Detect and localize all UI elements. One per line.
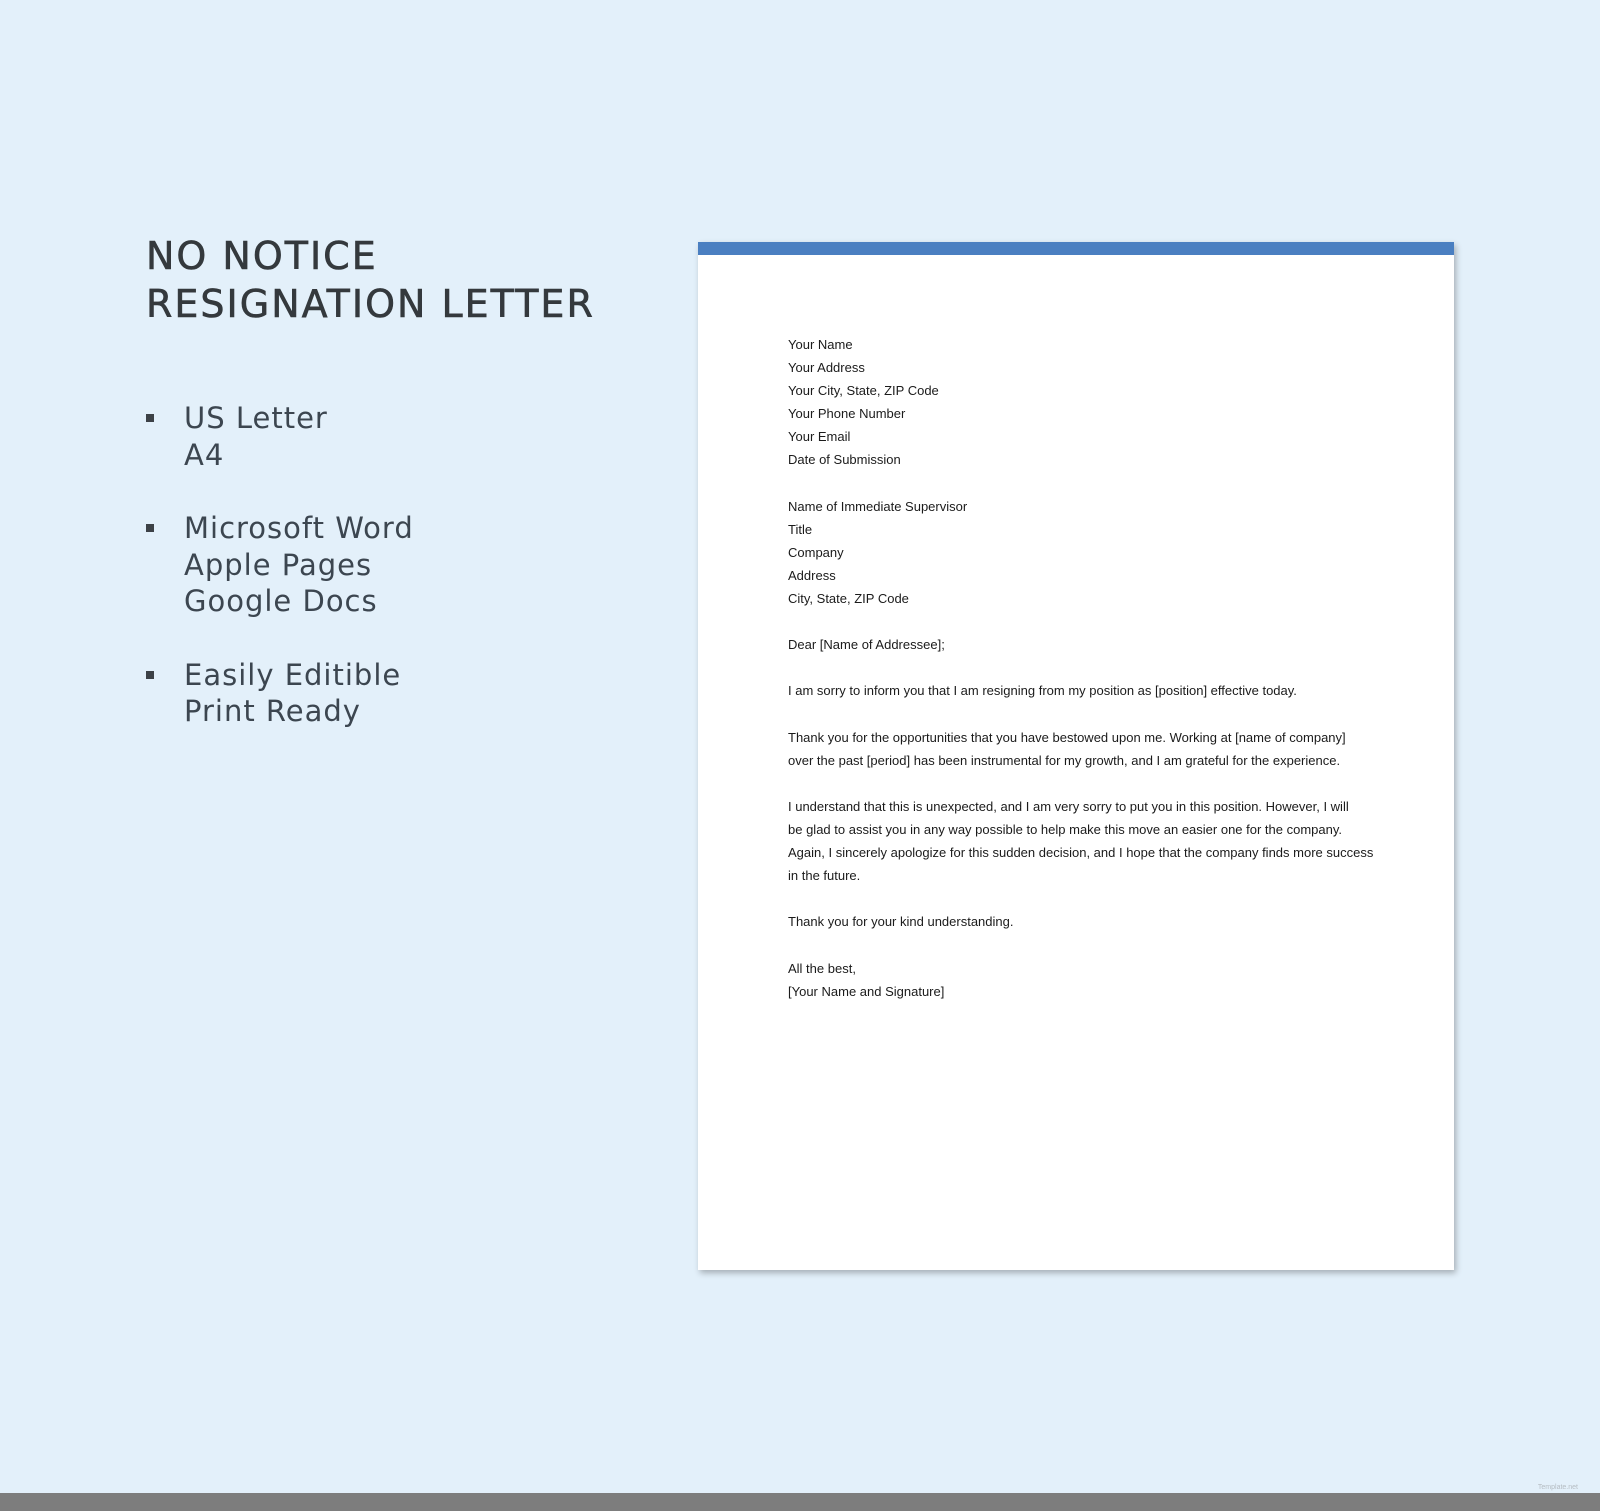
sender-line: Your City, State, ZIP Code — [788, 383, 939, 399]
feature-item-formats — [146, 510, 414, 620]
recipient-line: Address — [788, 567, 836, 583]
paragraph-line: be glad to assist you in any way possible to help make this move an easier one for the company. — [788, 821, 1343, 837]
closing-line: All the best, — [788, 960, 856, 976]
feature-item-editing — [146, 657, 414, 730]
signature-line: [Your Name and Signature] — [788, 983, 945, 999]
recipient-line: City, State, ZIP Code — [788, 591, 909, 607]
title-line: RESIGNATION LETTER — [146, 282, 595, 326]
recipient-line: Title — [788, 521, 813, 537]
feature-item-paper-size — [146, 400, 414, 473]
blank-line — [788, 887, 1388, 910]
feature-line: Print Ready — [184, 694, 361, 728]
square-bullet-icon — [146, 414, 154, 422]
paragraph-apology — [788, 795, 1388, 887]
feature-line: Microsoft Word — [184, 511, 414, 545]
square-bullet-icon — [146, 524, 154, 532]
feature-line: A4 — [184, 437, 225, 472]
sender-line: Your Phone Number — [788, 406, 906, 422]
blank-line — [788, 772, 1388, 795]
paragraph-line: Thank you for the opportunities that you have bestowed upon me. Working at [name of company] — [788, 729, 1346, 745]
recipient-block — [788, 495, 1388, 610]
sender-line: Date of Submission — [788, 452, 901, 468]
paragraph-line: in the future. — [788, 868, 861, 884]
paragraph-thanks — [788, 726, 1388, 772]
watermark-text: Template.net — [1537, 1484, 1578, 1491]
blank-line — [788, 703, 1388, 726]
recipient-line: Name of Immediate Supervisor — [788, 498, 968, 514]
paragraph-line: Thank you for your kind understanding. — [788, 914, 1014, 930]
paragraph-line: I am sorry to inform you that I am resigning from my position as [position] effective today. — [788, 683, 1297, 699]
sender-line: Your Address — [788, 360, 865, 376]
paragraph-line: I understand that this is unexpected, and I am very sorry to put you in this position. However, I will — [788, 798, 1349, 814]
footer-bar — [0, 1493, 1600, 1511]
feature-line: US Letter — [184, 401, 328, 435]
sender-line: Your Email — [788, 429, 851, 445]
letter-body — [788, 333, 1388, 1003]
paragraph-intro — [788, 679, 1388, 702]
feature-list — [146, 400, 414, 767]
recipient-line: Company — [788, 544, 844, 560]
salutation: Dear [Name of Addressee]; — [788, 637, 945, 653]
page-header-bar — [698, 242, 1454, 255]
product-title — [146, 232, 595, 328]
paragraph-closing-thanks — [788, 910, 1388, 933]
blank-line — [788, 610, 1388, 633]
letter-preview-page — [698, 242, 1454, 1270]
title-line: NO NOTICE — [146, 234, 378, 278]
sender-block — [788, 333, 1388, 472]
blank-line — [788, 933, 1388, 956]
square-bullet-icon — [146, 671, 154, 679]
feature-line: Easily Editible — [184, 657, 402, 692]
blank-line — [788, 472, 1388, 495]
blank-line — [788, 656, 1388, 679]
closing-block — [788, 957, 1388, 1003]
feature-line: Google Docs — [184, 584, 378, 618]
feature-line: Apple Pages — [184, 547, 373, 582]
paragraph-line: over the past [period] has been instrumental for my growth, and I am grateful for the experience. — [788, 752, 1341, 768]
sender-line: Your Name — [788, 337, 853, 352]
paragraph-line: Again, I sincerely apologize for this sudden decision, and I hope that the company finds more success — [788, 845, 1374, 861]
